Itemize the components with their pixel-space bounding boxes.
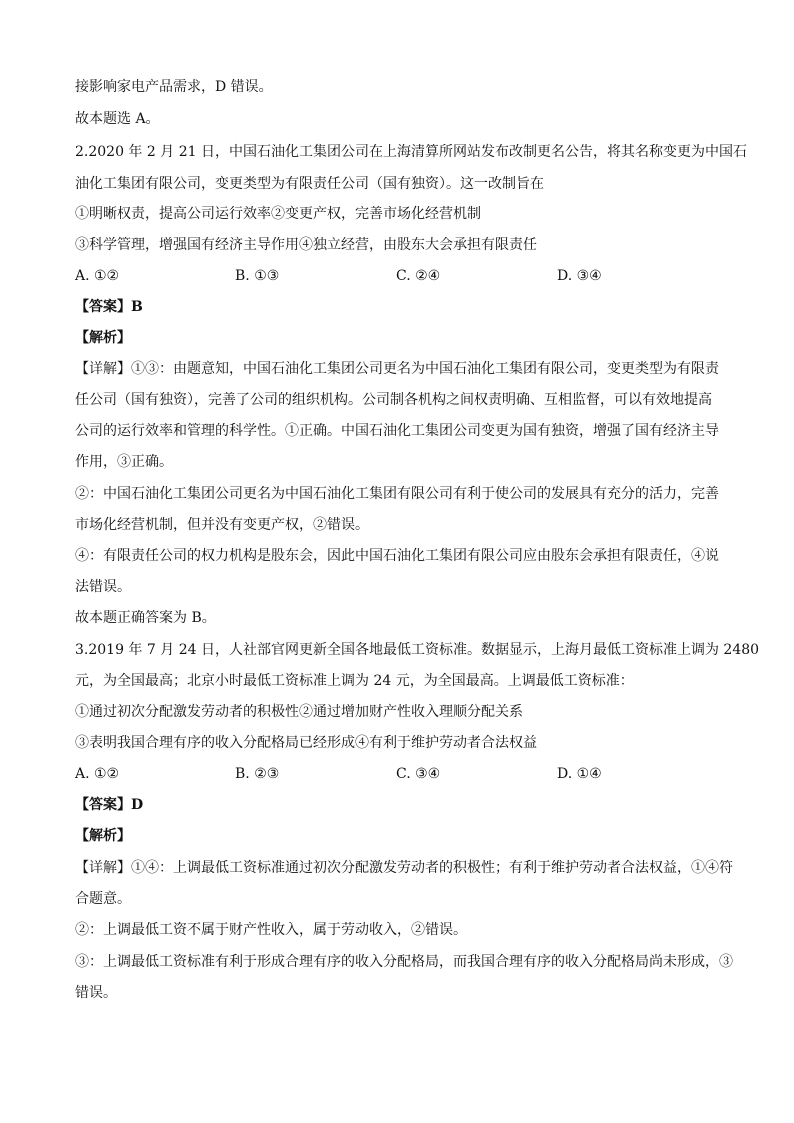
question-3-stem: 3.2019 年 7 月 24 日，人社部官网更新全国各地最低工资标准。数据显示，上海月最低工资标准上调为 2480	[75, 642, 760, 658]
question-2-explanation: 公司的运行效率和管理的科学性。①正确。中国石油化工集团公司变更为国有独资，增强了国有经济主导	[75, 423, 719, 439]
question-2-answer: 【答案】B	[75, 299, 143, 315]
text-line: 故本题选 A。	[75, 111, 160, 127]
question-2-explanation: 法错误。	[75, 579, 131, 595]
question-2-statement: ③科学管理，增强国有经济主导作用④独立经营，由股东大会承担有限责任	[75, 237, 537, 253]
question-3-explanation: 【详解】①④：上调最低工资标准通过初次分配激发劳动者的积极性；有利于维护劳动者合法权益，①④符	[75, 860, 733, 876]
question-3-explanation: 错误。	[75, 985, 117, 1001]
question-2-option-c: C. ②④	[396, 268, 441, 284]
question-2-stem: 油化工集团有限公司，变更类型为有限责任公司（国有独资）。这一改制旨在	[75, 176, 544, 192]
question-3-analysis-heading: 【解析】	[75, 828, 131, 844]
question-3-explanation: 合题意。	[75, 891, 131, 907]
question-2-explanation: 市场化经营机制，但并没有变更产权，②错误。	[75, 517, 369, 533]
question-3-option-c: C. ③④	[396, 766, 441, 782]
question-3-statement: ①通过初次分配激发劳动者的积极性②通过增加财产性收入理顺分配关系	[75, 704, 523, 720]
question-3-explanation: ②：上调最低工资不属于财产性收入，属于劳动收入，②错误。	[75, 922, 467, 938]
question-3-option-d: D. ①④	[557, 766, 602, 782]
question-3-option-a: A. ①②	[75, 766, 120, 782]
question-2-explanation: 【详解】①③：由题意知，中国石油化工集团公司更名为中国石油化工集团有限公司，变更类型为有限责	[75, 361, 719, 377]
question-2-explanation: 作用，③正确。	[75, 454, 173, 470]
question-2-explanation: 任公司（国有独资），完善了公司的组织机构。公司制各机构之间权责明确、互相监督，可以有效地提高	[75, 392, 712, 408]
question-3-statement: ③表明我国合理有序的收入分配格局已经形成④有利于维护劳动者合法权益	[75, 735, 537, 751]
text-line: 接影响家电产品需求，D 错误。	[75, 79, 273, 95]
question-2-statement: ①明晰权责，提高公司运行效率②变更产权，完善市场化经营机制	[75, 206, 481, 222]
question-2-stem: 2.2020 年 2 月 21 日，中国石油化工集团公司在上海清算所网站发布改制更名公告，将其名称变更为中国石	[75, 144, 747, 160]
question-2-conclusion: 故本题正确答案为 B。	[75, 610, 216, 626]
question-2-option-d: D. ③④	[557, 268, 602, 284]
question-2-option-a: A. ①②	[75, 268, 120, 284]
question-2-option-b: B. ①③	[235, 268, 280, 284]
question-2-explanation: ②：中国石油化工集团公司更名为中国石油化工集团有限公司有利于使公司的发展具有充分的活力，完善	[75, 486, 719, 502]
question-3-answer: 【答案】D	[75, 797, 144, 813]
question-3-stem: 元，为全国最高；北京小时最低工资标准上调为 24 元，为全国最高。上调最低工资标准：	[75, 673, 634, 689]
question-3-explanation: ③：上调最低工资标准有利于形成合理有序的收入分配格局，而我国合理有序的收入分配格局尚未形成，③	[75, 954, 733, 970]
question-2-explanation: ④：有限责任公司的权力机构是股东会，因此中国石油化工集团有限公司应由股东会承担有限责任，④说	[75, 548, 719, 564]
question-3-option-b: B. ②③	[235, 766, 280, 782]
question-2-analysis-heading: 【解析】	[75, 330, 131, 346]
